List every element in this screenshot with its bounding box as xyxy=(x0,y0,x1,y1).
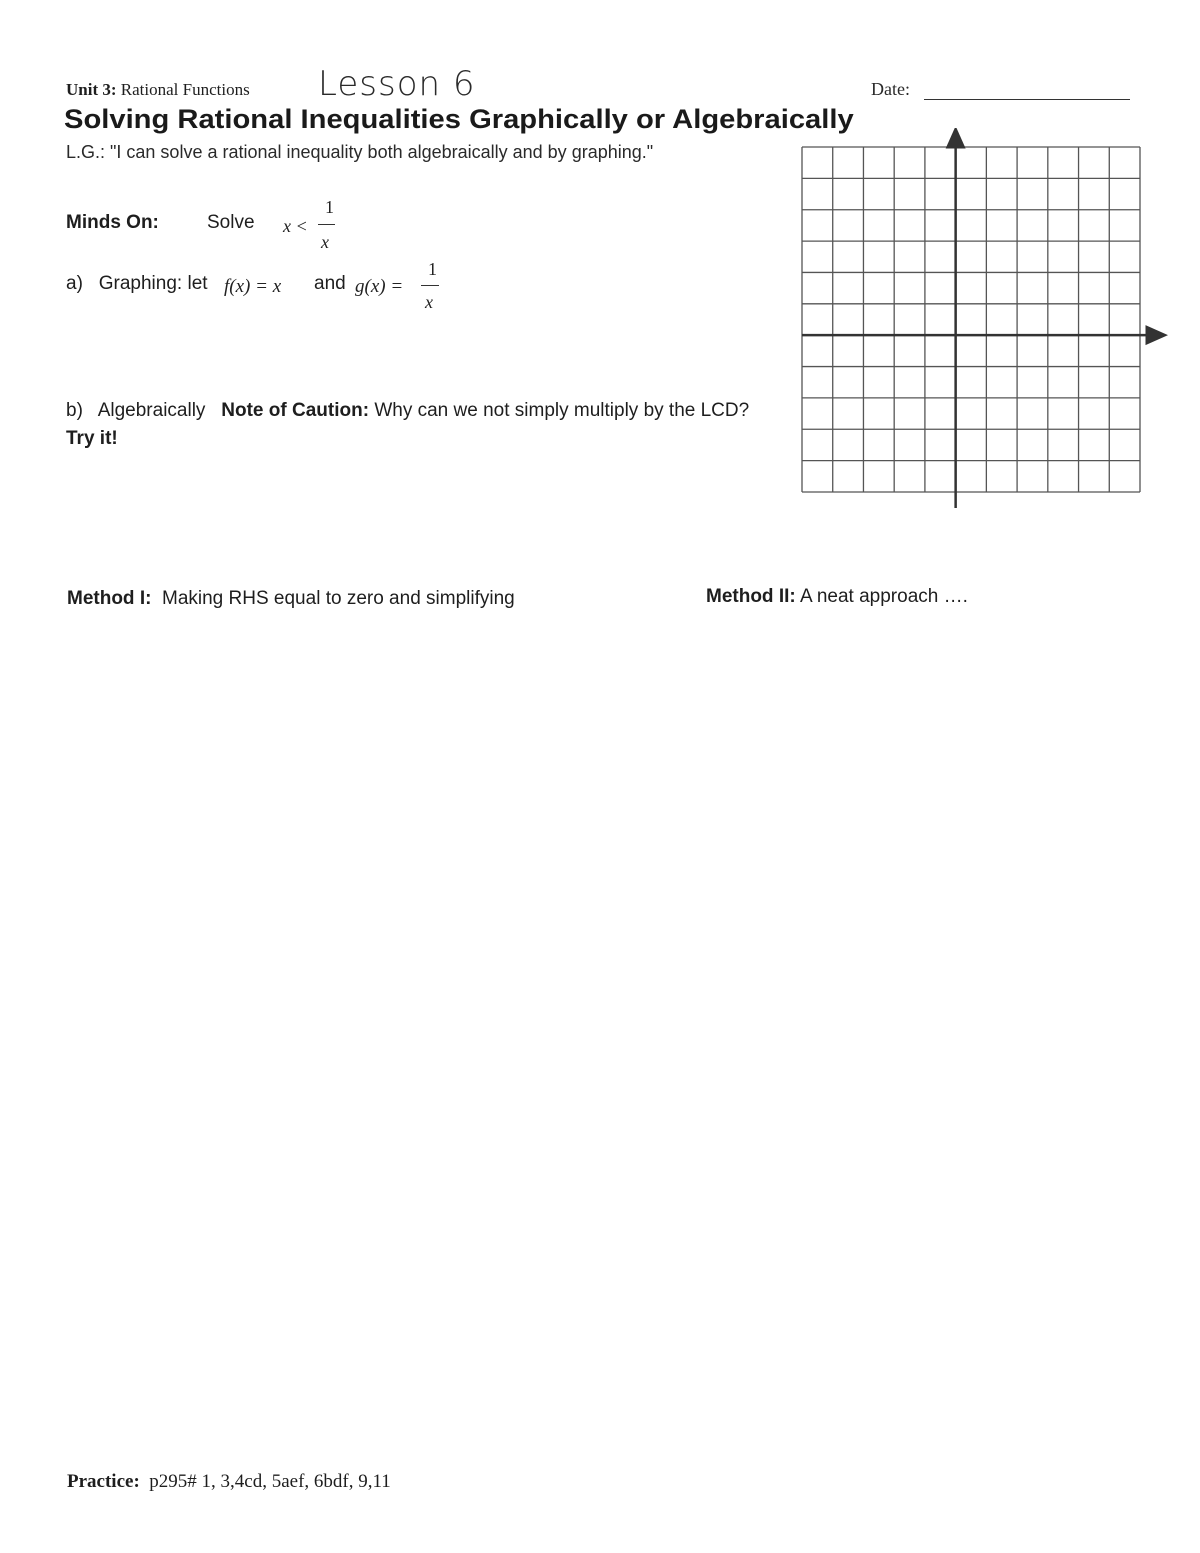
practice-label: Practice: xyxy=(67,1471,140,1492)
part-a-g-fraction-bar xyxy=(421,285,439,286)
method-1-text: Making RHS equal to zero and simplifying xyxy=(162,588,515,609)
minds-on-fraction-bar xyxy=(318,224,335,225)
part-a-g-numerator: 1 xyxy=(428,259,437,279)
practice-line xyxy=(67,1471,391,1493)
method-2-label: Method II: xyxy=(706,586,796,607)
minds-on-inequality-lhs: x < xyxy=(283,216,308,236)
part-a-line xyxy=(66,273,208,295)
date-label: Date: xyxy=(871,79,910,99)
try-it: Try it! xyxy=(66,428,118,449)
part-b-line xyxy=(66,400,749,422)
caution-label: Note of Caution: xyxy=(221,400,370,421)
grid-lines xyxy=(802,147,1140,492)
minds-on-fraction-denominator: x xyxy=(321,232,329,252)
learning-goal: L.G.: "I can solve a rational inequality both algebraically and by graphing." xyxy=(66,142,654,162)
caution-text: Why can we not simply multiply by the LCD? xyxy=(374,400,750,421)
minds-on-label: Minds On: xyxy=(66,212,159,233)
method-2-text: A neat approach …. xyxy=(799,586,968,607)
part-a-g-denominator: x xyxy=(425,292,433,312)
unit-label: Unit 3: xyxy=(66,80,117,99)
part-a-text: Graphing: let xyxy=(98,273,208,294)
method-1-label: Method I: xyxy=(67,588,152,609)
minds-on-prompt: Solve xyxy=(207,212,255,233)
part-a-and: and xyxy=(314,273,346,294)
date-blank-line[interactable] xyxy=(924,99,1130,100)
unit-name: Rational Functions xyxy=(120,80,250,99)
part-a-f-expression: f(x) = x xyxy=(224,276,282,297)
page-title: Solving Rational Inequalities Graphically or Algebraically xyxy=(64,104,854,134)
method-2 xyxy=(706,586,968,608)
lesson-handwritten: Lesson 6 xyxy=(318,64,476,104)
unit-heading xyxy=(66,80,250,100)
part-b-text: Algebraically xyxy=(97,400,206,421)
minds-on-fraction-numerator: 1 xyxy=(325,197,334,217)
practice-text: p295# 1, 3,4cd, 5aef, 6bdf, 9,11 xyxy=(149,1471,391,1492)
method-1 xyxy=(67,588,515,610)
part-a-marker: a) xyxy=(66,273,83,294)
coordinate-grid[interactable] xyxy=(790,128,1170,518)
part-a-g-expression: g(x) = xyxy=(355,276,404,297)
part-b-marker: b) xyxy=(66,400,83,421)
